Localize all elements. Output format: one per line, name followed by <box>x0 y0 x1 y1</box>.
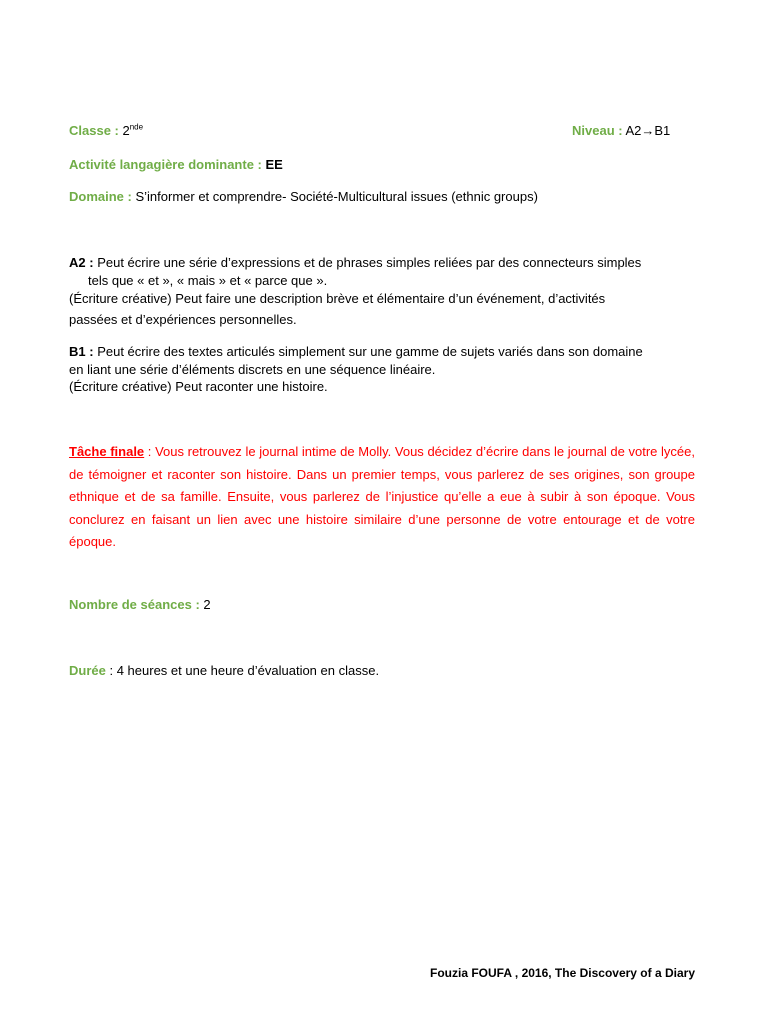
duree-line <box>69 662 379 679</box>
tache-text: Vous retrouvez le journal intime de Molly. Vous décidez d’écrire dans le journal de votre lycée, de témoigner et raconter son histoire. Dans un premier temps, vous parlerez de ses origines, son groupe ethnique et de sa famille. Ensuite, vous parlerez de l’injustice qu’elle a eue à subir à son époque. Vous conclurez en faisant un lien avec une histoire similaire d’une personne de votre entourage et de votre époque. <box>69 444 695 549</box>
classe-value: 2 <box>122 123 130 138</box>
b1-label: B1 : <box>69 344 94 359</box>
a2-line-4: passées et d’expériences personnelles. <box>69 312 297 327</box>
niveau-value: A2→B1 <box>625 123 671 138</box>
a2-line-3: (Écriture créative) Peut faire une description brève et élémentaire d’un événement, d’activités <box>69 291 606 306</box>
domaine-label: Domaine : <box>69 189 132 204</box>
activite-line <box>69 156 283 173</box>
b1-line-3: (Écriture créative) Peut raconter une histoire. <box>69 379 328 394</box>
a2-line-1 <box>69 254 641 271</box>
classe-line <box>69 122 143 139</box>
seances-value: 2 <box>203 597 211 612</box>
activite-value: EE <box>265 157 283 172</box>
a2-text-1: Peut écrire une série d’expressions et de phrases simples reliées par des connecteurs simples <box>97 255 642 270</box>
b1-line-2: en liant une série d’éléments discrets en une séquence linéaire. <box>69 362 436 377</box>
b1-text-1: Peut écrire des textes articulés simplement sur une gamme de sujets variés dans son domaine <box>97 344 643 359</box>
domaine-line <box>69 188 538 205</box>
tache-separator: : <box>144 444 156 459</box>
classe-superscript: nde <box>129 122 144 132</box>
seances-line <box>69 596 211 613</box>
duree-value: : 4 heures et une heure d’évaluation en classe. <box>109 663 380 678</box>
b1-line-1 <box>69 343 643 360</box>
seances-label: Nombre de séances : <box>69 597 200 612</box>
niveau-line <box>572 122 670 139</box>
tache-paragraph <box>69 441 695 554</box>
footer-credit: Fouzia FOUFA , 2016, The Discovery of a Diary <box>430 966 695 980</box>
a2-line-2: tels que « et », « mais » et « parce que ». <box>88 273 328 288</box>
classe-label: Classe : <box>69 123 119 138</box>
activite-label: Activité langagière dominante : <box>69 157 262 172</box>
duree-label: Durée <box>69 663 106 678</box>
a2-label: A2 : <box>69 255 94 270</box>
niveau-label: Niveau : <box>572 123 623 138</box>
domaine-value: S’informer et comprendre- Société-Multicultural issues (ethnic groups) <box>135 189 538 204</box>
tache-label: Tâche finale <box>69 444 145 459</box>
